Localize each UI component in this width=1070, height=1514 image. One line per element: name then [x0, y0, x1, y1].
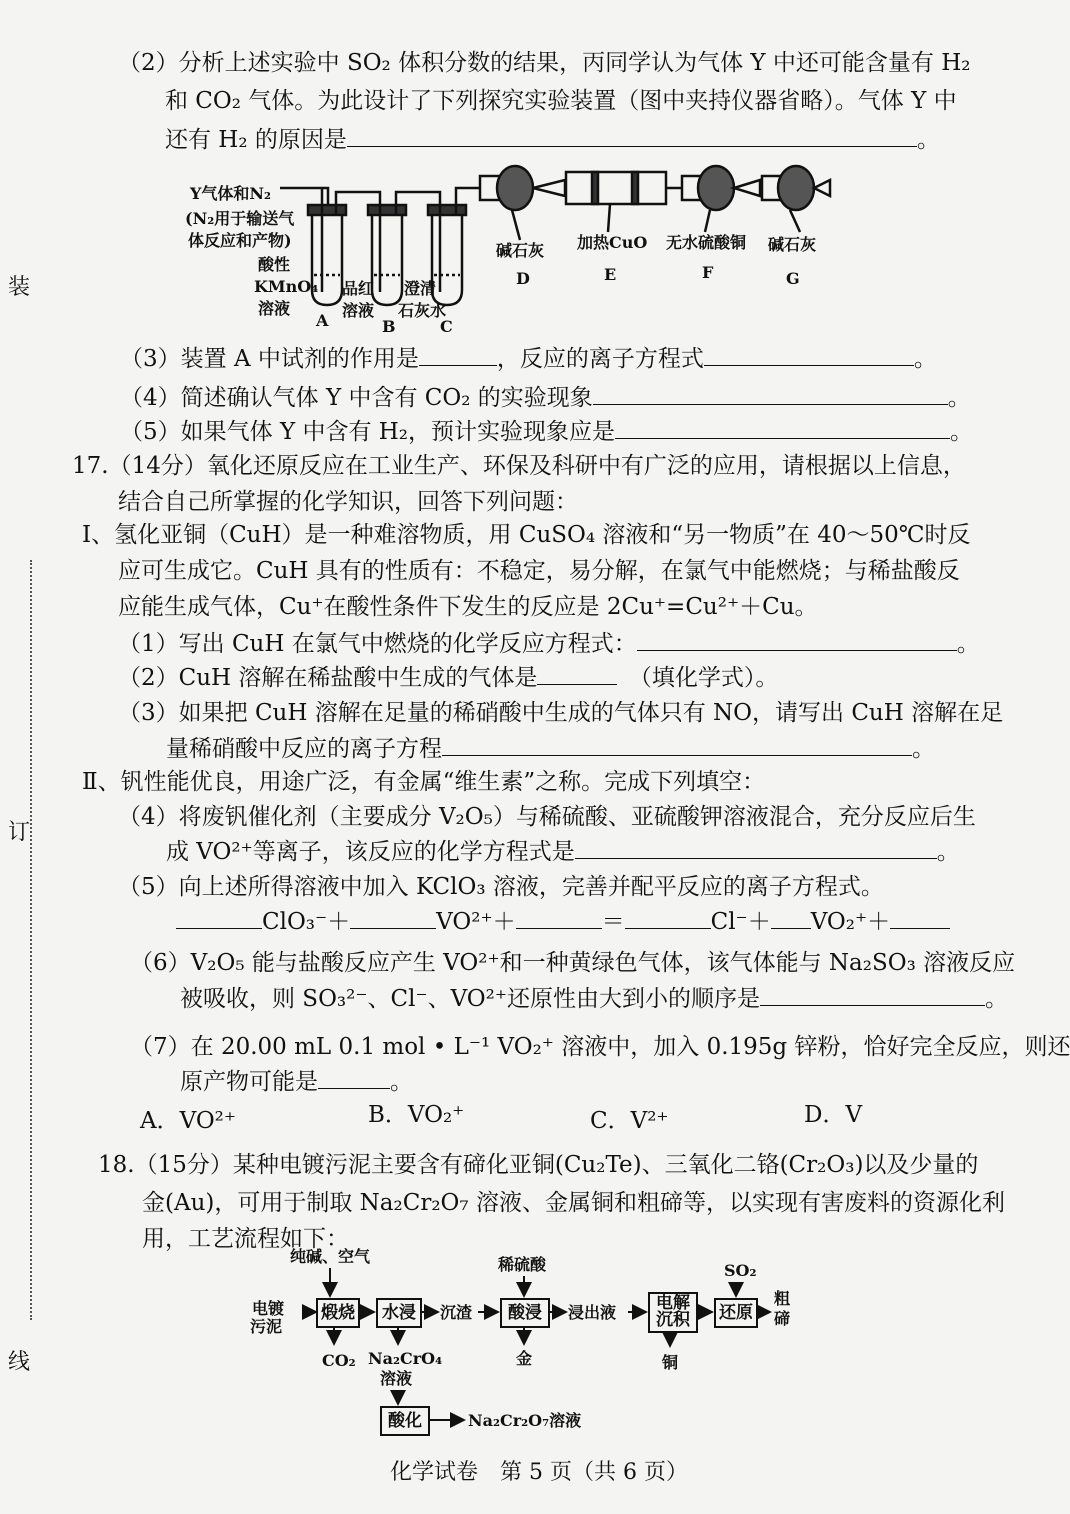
q17-p6-line2-text: 被吸收，则 SO₃²⁻、Cl⁻、VO²⁺还原性由大到小的顺序是	[180, 986, 761, 1012]
q17-p3-line1: （3）如果把 CuH 溶解在足量的稀硝酸中生成的气体只有 NO，请写出 CuH 溶解在足	[118, 700, 1004, 726]
q17-s2: Ⅱ、钒性能优良，用途广泛，有金属“维生素”之称。完成下列填空：	[82, 769, 766, 795]
q17-p1: （1）写出 CuH 在氯气中燃烧的化学反应方程式： 。	[118, 628, 980, 659]
q17-p5-eq-clo3: ClO₃⁻＋	[262, 909, 351, 935]
q17-s1-line1: Ⅰ、氢化亚铜（CuH）是一种难溶物质，用 CuSO₄ 溶液和“另一物质”在 40～50℃时反	[82, 522, 971, 548]
flow-box-reduce: 还原	[714, 1298, 758, 1328]
q17-p5: （5）向上述所得溶液中加入 KClO₃ 溶液，完善并配平反应的离子方程式。	[118, 874, 884, 900]
q17-head-1: 17.（14分）氧化还原反应在工业生产、环保及科研中有广泛的应用，请根据以上信息，	[72, 453, 966, 479]
q17-p4-line1: （4）将废钒催化剂（主要成分 V₂O₅）与稀硫酸、亚硫酸钾溶液混合，充分反应后生	[118, 804, 976, 830]
q17-p3-line2: 量稀硝酸中反应的离子方程 。	[166, 733, 935, 764]
reagent-c-2: 石灰水	[398, 301, 447, 320]
flow-te-2: 碲	[774, 1309, 791, 1328]
margin-char-ding: 订	[8, 820, 31, 845]
reagent-b-2: 溶液	[342, 301, 375, 320]
q16-p2-line2: 和 CO₂ 气体。为此设计了下列探究实验装置（图中夹持仪器省略）。气体 Y 中	[165, 88, 957, 114]
q17-head-2: 结合自己所掌握的化学知识，回答下列问题：	[118, 489, 578, 515]
q18-head-2: 金(Au)，可用于制取 Na₂Cr₂O₇ 溶液、金属铜和粗碲等，以实现有害废料的资源化利	[142, 1190, 1005, 1216]
q16-p4-text: （4）简述确认气体 Y 中含有 CO₂ 的实验现象	[120, 385, 593, 411]
reagent-d: 碱石灰	[496, 241, 545, 260]
flow-box-water: 水浸	[376, 1298, 422, 1328]
flow-box-acid-leach: 酸浸	[500, 1298, 550, 1328]
reagent-g: 碱石灰	[768, 235, 817, 254]
q17-p7-line2-text: 原产物可能是	[180, 1069, 318, 1095]
q17-p7-line1: （7）在 20.00 mL 0.1 mol • L⁻¹ VO₂⁺ 溶液中，加入 0.195g 锌粉，恰好完全反应，则还	[130, 1034, 1070, 1060]
q16-p5-text: （5）如果气体 Y 中含有 H₂，预计实验现象应是	[120, 419, 616, 445]
q17-p4-line2-text: 成 VO²⁺等离子，该反应的化学方程式是	[166, 839, 575, 865]
inlet-label-1: Y气体和N₂	[190, 184, 272, 203]
q16-p3-mid: ，反应的离子方程式	[496, 346, 704, 372]
label-f: F	[702, 263, 714, 282]
label-a: A	[316, 311, 329, 330]
flow-electro-1: 电解	[656, 1293, 690, 1313]
flow-gold: 金	[516, 1349, 533, 1368]
reagent-b-1: 品红	[342, 279, 375, 298]
reagent-e: 加热CuO	[577, 233, 648, 252]
option-b[interactable]: B．VO₂⁺	[368, 1102, 465, 1128]
flow-start-2: 污泥	[250, 1317, 283, 1336]
q17-p2-tail: （填化学式）。	[640, 665, 779, 691]
reagent-c-1: 澄清	[404, 279, 437, 298]
label-e: E	[604, 265, 617, 284]
q17-p5-eq-vo2plus: VO₂⁺＋	[810, 909, 891, 935]
q17-s1-line2: 应可生成它。CuH 具有的性质有：不稳定，易分解，在氯气中能燃烧；与稀盐酸反	[118, 558, 960, 584]
q17-p4-line2: 成 VO²⁺等离子，该反应的化学方程式是 。	[166, 836, 960, 867]
label-g: G	[786, 269, 800, 288]
q17-p1-text: （1）写出 CuH 在氯气中燃烧的化学反应方程式：	[118, 631, 637, 657]
flow-box-roast: 煅烧	[316, 1298, 360, 1328]
q16-p2-line1: （2）分析上述实验中 SO₂ 体积分数的结果，丙同学认为气体 Y 中还可能含量有 H₂	[118, 50, 971, 76]
flow-electro-2: 沉积	[656, 1310, 690, 1330]
q16-p2-line3: 还有 H₂ 的原因是 。	[165, 124, 940, 155]
option-c[interactable]: C．V²⁺	[590, 1108, 669, 1134]
label-b: B	[382, 317, 396, 336]
reagent-a-3: 溶液	[258, 299, 291, 318]
q17-p7-line2: 原产物可能是 。	[180, 1066, 413, 1097]
label-d: D	[516, 269, 530, 288]
q17-p5-eq-vo2: VO²⁺＋	[436, 909, 516, 935]
margin-char-zhuang: 装	[8, 275, 31, 300]
q17-p3-line2-text: 量稀硝酸中反应的离子方程	[166, 736, 442, 762]
q16-p3-text: （3）装置 A 中试剂的作用是	[120, 346, 419, 372]
flow-leachate: 浸出液	[568, 1303, 617, 1322]
q17-p5-eq-cl: Cl⁻＋	[710, 909, 771, 935]
reagent-f: 无水硫酸铜	[666, 233, 747, 252]
page-footer: 化学试卷 第 5 页（共 6 页）	[390, 1460, 688, 1485]
flow-co2: CO₂	[322, 1351, 356, 1370]
flow-te-1: 粗	[774, 1289, 791, 1308]
flow-box-acidify: 酸化	[380, 1406, 430, 1436]
q17-s1-line3: 应能生成气体，Cu⁺在酸性条件下发生的反应是 2Cu⁺=Cu²⁺＋Cu。	[118, 594, 818, 620]
flow-copper: 铜	[662, 1353, 679, 1372]
reagent-a-2: KMnO₄	[254, 277, 319, 296]
q17-p2-text: （2）CuH 溶解在稀盐酸中生成的气体是	[118, 665, 538, 691]
q16-p3: （3）装置 A 中试剂的作用是 ，反应的离子方程式 。	[120, 343, 937, 374]
label-c: C	[440, 317, 453, 336]
q17-p6-line2: 被吸收，则 SO₃²⁻、Cl⁻、VO²⁺还原性由大到小的顺序是 。	[180, 983, 1008, 1014]
q16-p5: （5）如果气体 Y 中含有 H₂，预计实验现象应是 。	[120, 416, 973, 447]
reagent-a-1: 酸性	[258, 255, 291, 274]
flow-reagent-acid: 稀硫酸	[498, 1255, 547, 1274]
q17-p6-line1: （6）V₂O₅ 能与盐酸反应产生 VO²⁺和一种黄绿色气体，该气体能与 Na₂SO₃ 溶液反应	[130, 950, 1016, 976]
option-a[interactable]: A．VO²⁺	[140, 1108, 237, 1134]
flow-product: Na₂Cr₂O₇溶液	[468, 1411, 582, 1430]
q17-p5-eq-equals: ＝	[601, 909, 625, 935]
flow-residue: 沉渣	[440, 1303, 473, 1322]
margin-char-xian: 线	[8, 1350, 31, 1375]
q18-head-1: 18.（15分）某种电镀污泥主要含有碲化亚铜(Cu₂Te)、三氧化二铬(Cr₂O₃)以及少量的	[98, 1152, 979, 1178]
q18-head-3: 用，工艺流程如下：	[142, 1226, 349, 1252]
flow-reagent-so2: SO₂	[724, 1261, 757, 1280]
inlet-label-3: 体反应和产物)	[188, 231, 292, 250]
q16-p4: （4）简述确认气体 Y 中含有 CO₂ 的实验现象 。	[120, 382, 971, 413]
option-d[interactable]: D．V	[804, 1102, 863, 1128]
flow-start-1: 电镀	[252, 1299, 285, 1318]
flow-na2cro4-1: Na₂CrO₄	[368, 1349, 443, 1368]
inlet-label-2: (N₂用于输送气	[185, 209, 295, 228]
flow-box-electro	[648, 1292, 698, 1333]
q16-p2-line3-text: 还有 H₂ 的原因是	[165, 127, 347, 153]
flow-na2cro4-2: 溶液	[380, 1369, 413, 1388]
flow-reagent-top: 纯碱、空气	[290, 1247, 371, 1266]
